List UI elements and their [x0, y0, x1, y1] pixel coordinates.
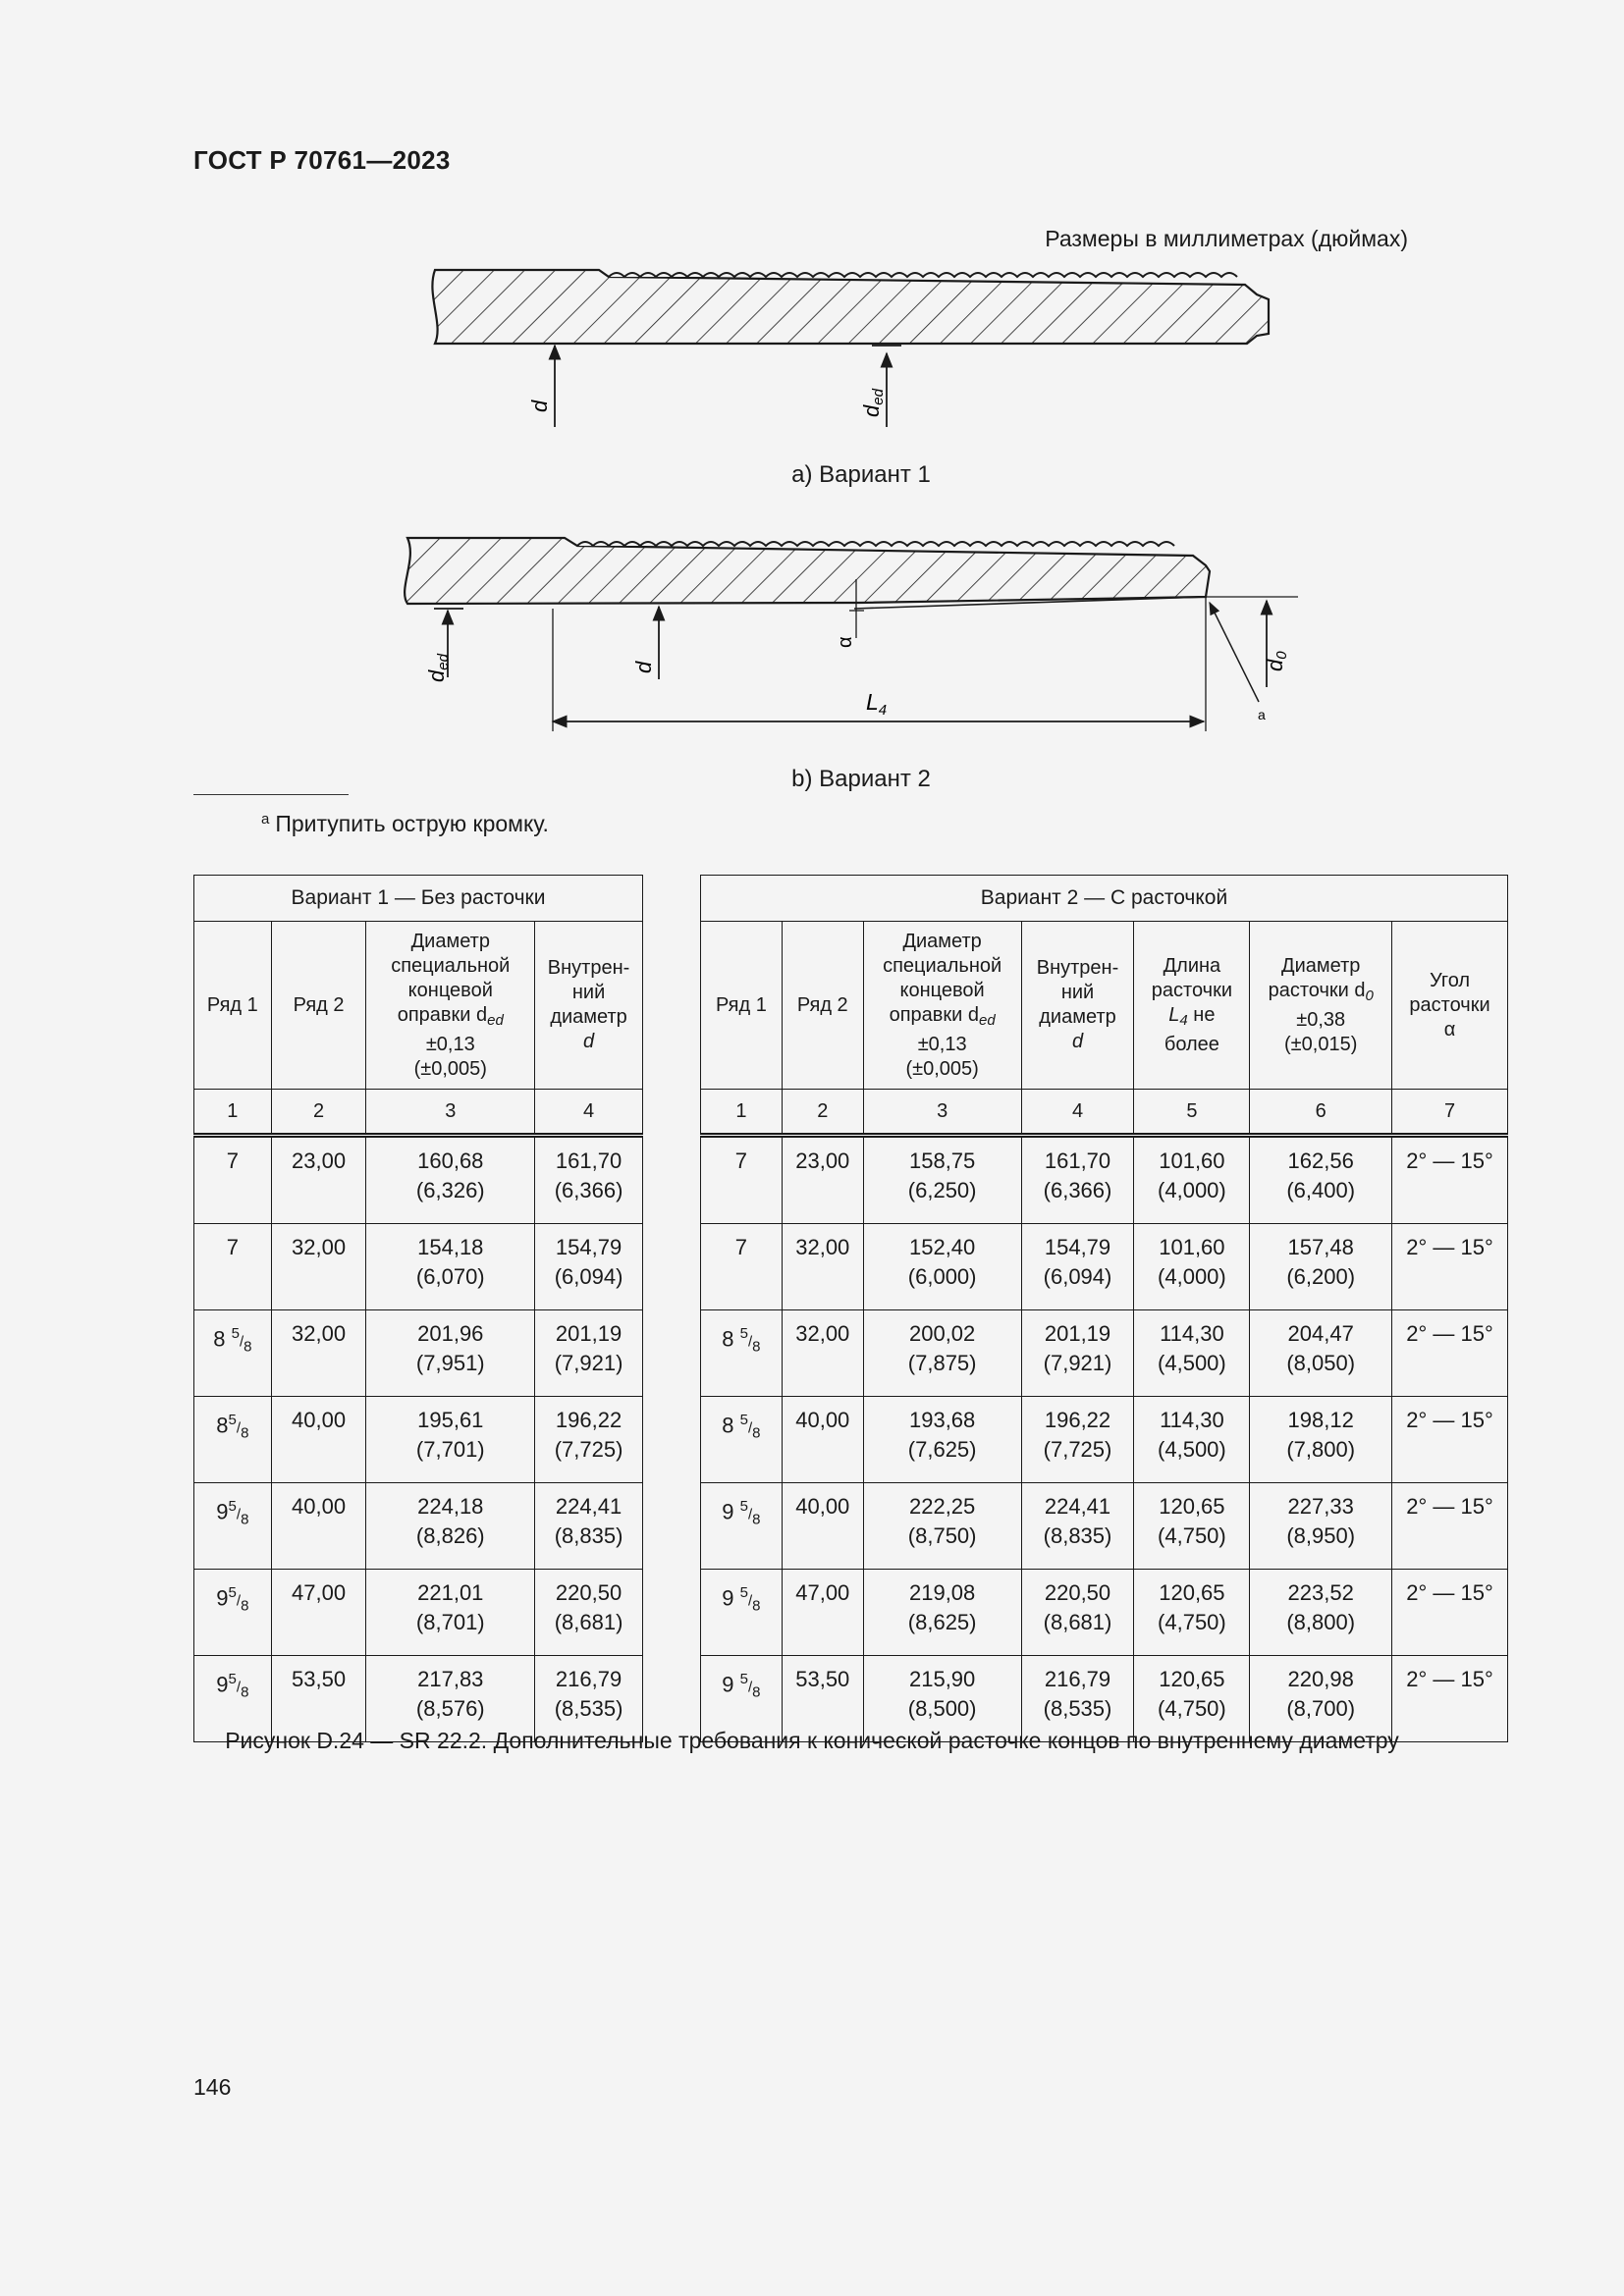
cell-row1: 8 $^5/_8$	[194, 1310, 272, 1397]
cell-ded: 200,02 (7,875)	[863, 1310, 1021, 1397]
cell-d0: 227,33 (8,950)	[1250, 1483, 1392, 1570]
table-row	[194, 1570, 643, 1656]
cell-row1: 9 $^5/_8$	[701, 1483, 783, 1570]
figure-caption: Рисунок D.24 — SR 22.2. Дополнительные требования к конической расточке концов по внутреннему диаметру	[225, 1728, 1399, 1753]
cell-alpha: 2° — 15°	[1392, 1656, 1508, 1742]
cell-d: 161,70 (6,366)	[535, 1136, 643, 1224]
table2-title: Вариант 2 — С расточкой	[701, 876, 1508, 922]
cell-alpha: 2° — 15°	[1392, 1570, 1508, 1656]
cell-row1: $9^5/_8$	[194, 1570, 272, 1656]
cell-row2: 32,00	[782, 1224, 863, 1310]
t2-header-row1: Ряд 1	[701, 922, 783, 1090]
t1-header-row2: Ряд 2	[271, 922, 366, 1090]
cell-ded: 195,61 (7,701)	[366, 1397, 535, 1483]
cell-L4: 101,60 (4,000)	[1134, 1224, 1250, 1310]
cell-d0: 220,98 (8,700)	[1250, 1656, 1392, 1742]
t1-header-row1: Ряд 1	[194, 922, 272, 1090]
t2-colnum: 2	[782, 1090, 863, 1136]
cell-d0: 223,52 (8,800)	[1250, 1570, 1392, 1656]
cell-d0: 204,47 (8,050)	[1250, 1310, 1392, 1397]
cell-ded: 221,01 (8,701)	[366, 1570, 535, 1656]
cell-ded: 158,75 (6,250)	[863, 1136, 1021, 1224]
table-row	[194, 1397, 643, 1483]
cell-row1: 7	[701, 1224, 783, 1310]
table-row	[701, 1483, 1508, 1570]
cell-ded: 215,90 (8,500)	[863, 1656, 1021, 1742]
cell-row1: 7	[701, 1136, 783, 1224]
cell-d: 224,41 (8,835)	[535, 1483, 643, 1570]
cell-row1: 7	[194, 1136, 272, 1224]
t1-colnum: 3	[366, 1090, 535, 1136]
cell-d: 224,41 (8,835)	[1021, 1483, 1134, 1570]
table-row	[194, 1224, 643, 1310]
cell-row2: 53,50	[271, 1656, 366, 1742]
cell-row1: 7	[194, 1224, 272, 1310]
cell-d: 220,50 (8,681)	[1021, 1570, 1134, 1656]
t1-colnum: 2	[271, 1090, 366, 1136]
t2-colnum: 1	[701, 1090, 783, 1136]
t1-colnum: 1	[194, 1090, 272, 1136]
table-row	[194, 1136, 643, 1224]
cell-row1: 8 $^5/_8$	[701, 1310, 783, 1397]
table1-title: Вариант 1 — Без расточки	[194, 876, 643, 922]
cell-row2: 32,00	[271, 1310, 366, 1397]
cell-ded: 152,40 (6,000)	[863, 1224, 1021, 1310]
cell-d0: 162,56 (6,400)	[1250, 1136, 1392, 1224]
cell-row1: 9 $^5/_8$	[701, 1570, 783, 1656]
cell-d: 161,70 (6,366)	[1021, 1136, 1134, 1224]
units-note: Размеры в миллиметрах (дюймах)	[1045, 226, 1408, 251]
cell-d: 154,79 (6,094)	[535, 1224, 643, 1310]
t1-colnum: 4	[535, 1090, 643, 1136]
cell-row2: 40,00	[782, 1397, 863, 1483]
cell-row1: 9 $^5/_8$	[701, 1656, 783, 1742]
cell-ded: 224,18 (8,826)	[366, 1483, 535, 1570]
t2-header-row2: Ряд 2	[782, 922, 863, 1090]
label-L4: $L_4$	[866, 689, 888, 719]
cell-row2: 47,00	[782, 1570, 863, 1656]
variant2-section	[405, 538, 1298, 731]
table-row	[701, 1136, 1508, 1224]
cell-row2: 40,00	[271, 1397, 366, 1483]
footnote-divider	[193, 794, 349, 795]
label-d-v1: d	[527, 400, 552, 412]
label-note-a: a	[1258, 707, 1266, 722]
cell-row2: 47,00	[271, 1570, 366, 1656]
cell-ded: 154,18 (6,070)	[366, 1224, 535, 1310]
t2-colnum: 5	[1134, 1090, 1250, 1136]
t2-colnum: 4	[1021, 1090, 1134, 1136]
cell-row2: 23,00	[782, 1136, 863, 1224]
cell-row1: 8 $^5/_8$	[701, 1397, 783, 1483]
cell-L4: 114,30 (4,500)	[1134, 1397, 1250, 1483]
cell-row1: $9^5/_8$	[194, 1483, 272, 1570]
cell-L4: 120,65 (4,750)	[1134, 1656, 1250, 1742]
table-variant-1	[193, 875, 643, 1742]
cell-L4: 120,65 (4,750)	[1134, 1483, 1250, 1570]
table-row	[701, 1224, 1508, 1310]
cell-d: 216,79 (8,535)	[1021, 1656, 1134, 1742]
table-variant-2	[700, 875, 1508, 1742]
table-row	[194, 1483, 643, 1570]
cell-d0: 157,48 (6,200)	[1250, 1224, 1392, 1310]
cell-d: 201,19 (7,921)	[1021, 1310, 1134, 1397]
t2-colnum: 6	[1250, 1090, 1392, 1136]
label-d-v2: d	[631, 661, 656, 673]
cell-row1: $8^5/_8$	[194, 1397, 272, 1483]
t2-header-L4: Длина расточки $L_4$ не более	[1134, 922, 1250, 1090]
table-row	[701, 1397, 1508, 1483]
cell-ded: 219,08 (8,625)	[863, 1570, 1021, 1656]
t2-header-ded: Диаметр специальной концевой оправки $d_{ed}$ ±0,13 (±0,005)	[863, 922, 1021, 1090]
label-alpha: α	[835, 636, 856, 648]
cell-row2: 32,00	[782, 1310, 863, 1397]
cell-ded: 222,25 (8,750)	[863, 1483, 1021, 1570]
t1-header-d: Внутрен- ний диаметр d	[535, 922, 643, 1090]
cell-row1: $9^5/_8$	[194, 1656, 272, 1742]
cell-L4: 120,65 (4,750)	[1134, 1570, 1250, 1656]
cell-d: 201,19 (7,921)	[535, 1310, 643, 1397]
table-row	[194, 1310, 643, 1397]
cell-ded: 217,83 (8,576)	[366, 1656, 535, 1742]
cell-d: 220,50 (8,681)	[535, 1570, 643, 1656]
cell-ded: 201,96 (7,951)	[366, 1310, 535, 1397]
cell-d: 154,79 (6,094)	[1021, 1224, 1134, 1310]
cell-d: 196,22 (7,725)	[1021, 1397, 1134, 1483]
cell-alpha: 2° — 15°	[1392, 1136, 1508, 1224]
cell-row2: 32,00	[271, 1224, 366, 1310]
cell-alpha: 2° — 15°	[1392, 1224, 1508, 1310]
cell-alpha: 2° — 15°	[1392, 1310, 1508, 1397]
document-header: ГОСТ Р 70761—2023	[193, 145, 451, 175]
table-row	[701, 1570, 1508, 1656]
cell-row2: 40,00	[782, 1483, 863, 1570]
page-number: 146	[193, 2074, 232, 2100]
label-ded-v1: ded	[859, 389, 887, 417]
caption-variant-1: а) Вариант 1	[791, 461, 931, 488]
cell-d: 196,22 (7,725)	[535, 1397, 643, 1483]
cell-L4: 114,30 (4,500)	[1134, 1310, 1250, 1397]
label-d0: d0	[1263, 651, 1290, 671]
cell-alpha: 2° — 15°	[1392, 1397, 1508, 1483]
footnote: $^a$ Притупить острую кромку.	[261, 811, 549, 836]
cell-ded: 160,68 (6,326)	[366, 1136, 535, 1224]
t2-header-alpha: Угол расточки α	[1392, 922, 1508, 1090]
technical-drawing	[0, 0, 1624, 766]
variant1-section	[432, 270, 1269, 427]
cell-alpha: 2° — 15°	[1392, 1483, 1508, 1570]
cell-row2: 40,00	[271, 1483, 366, 1570]
cell-row2: 23,00	[271, 1136, 366, 1224]
t1-header-ded: Диаметр специальной концевой оправки $d_{ed}$ ±0,13 (±0,005)	[366, 922, 535, 1090]
table-row	[701, 1310, 1508, 1397]
t2-header-d0: Диаметр расточки $d_0$ ±0,38 (±0,015)	[1250, 922, 1392, 1090]
t2-colnum: 7	[1392, 1090, 1508, 1136]
cell-L4: 101,60 (4,000)	[1134, 1136, 1250, 1224]
cell-d0: 198,12 (7,800)	[1250, 1397, 1392, 1483]
t2-header-d: Внутрен- ний диаметр d	[1021, 922, 1134, 1090]
caption-variant-2: b) Вариант 2	[791, 766, 931, 792]
cell-row2: 53,50	[782, 1656, 863, 1742]
cell-d: 216,79 (8,535)	[535, 1656, 643, 1742]
t2-colnum: 3	[863, 1090, 1021, 1136]
cell-ded: 193,68 (7,625)	[863, 1397, 1021, 1483]
label-ded-v2: ded	[424, 654, 452, 682]
